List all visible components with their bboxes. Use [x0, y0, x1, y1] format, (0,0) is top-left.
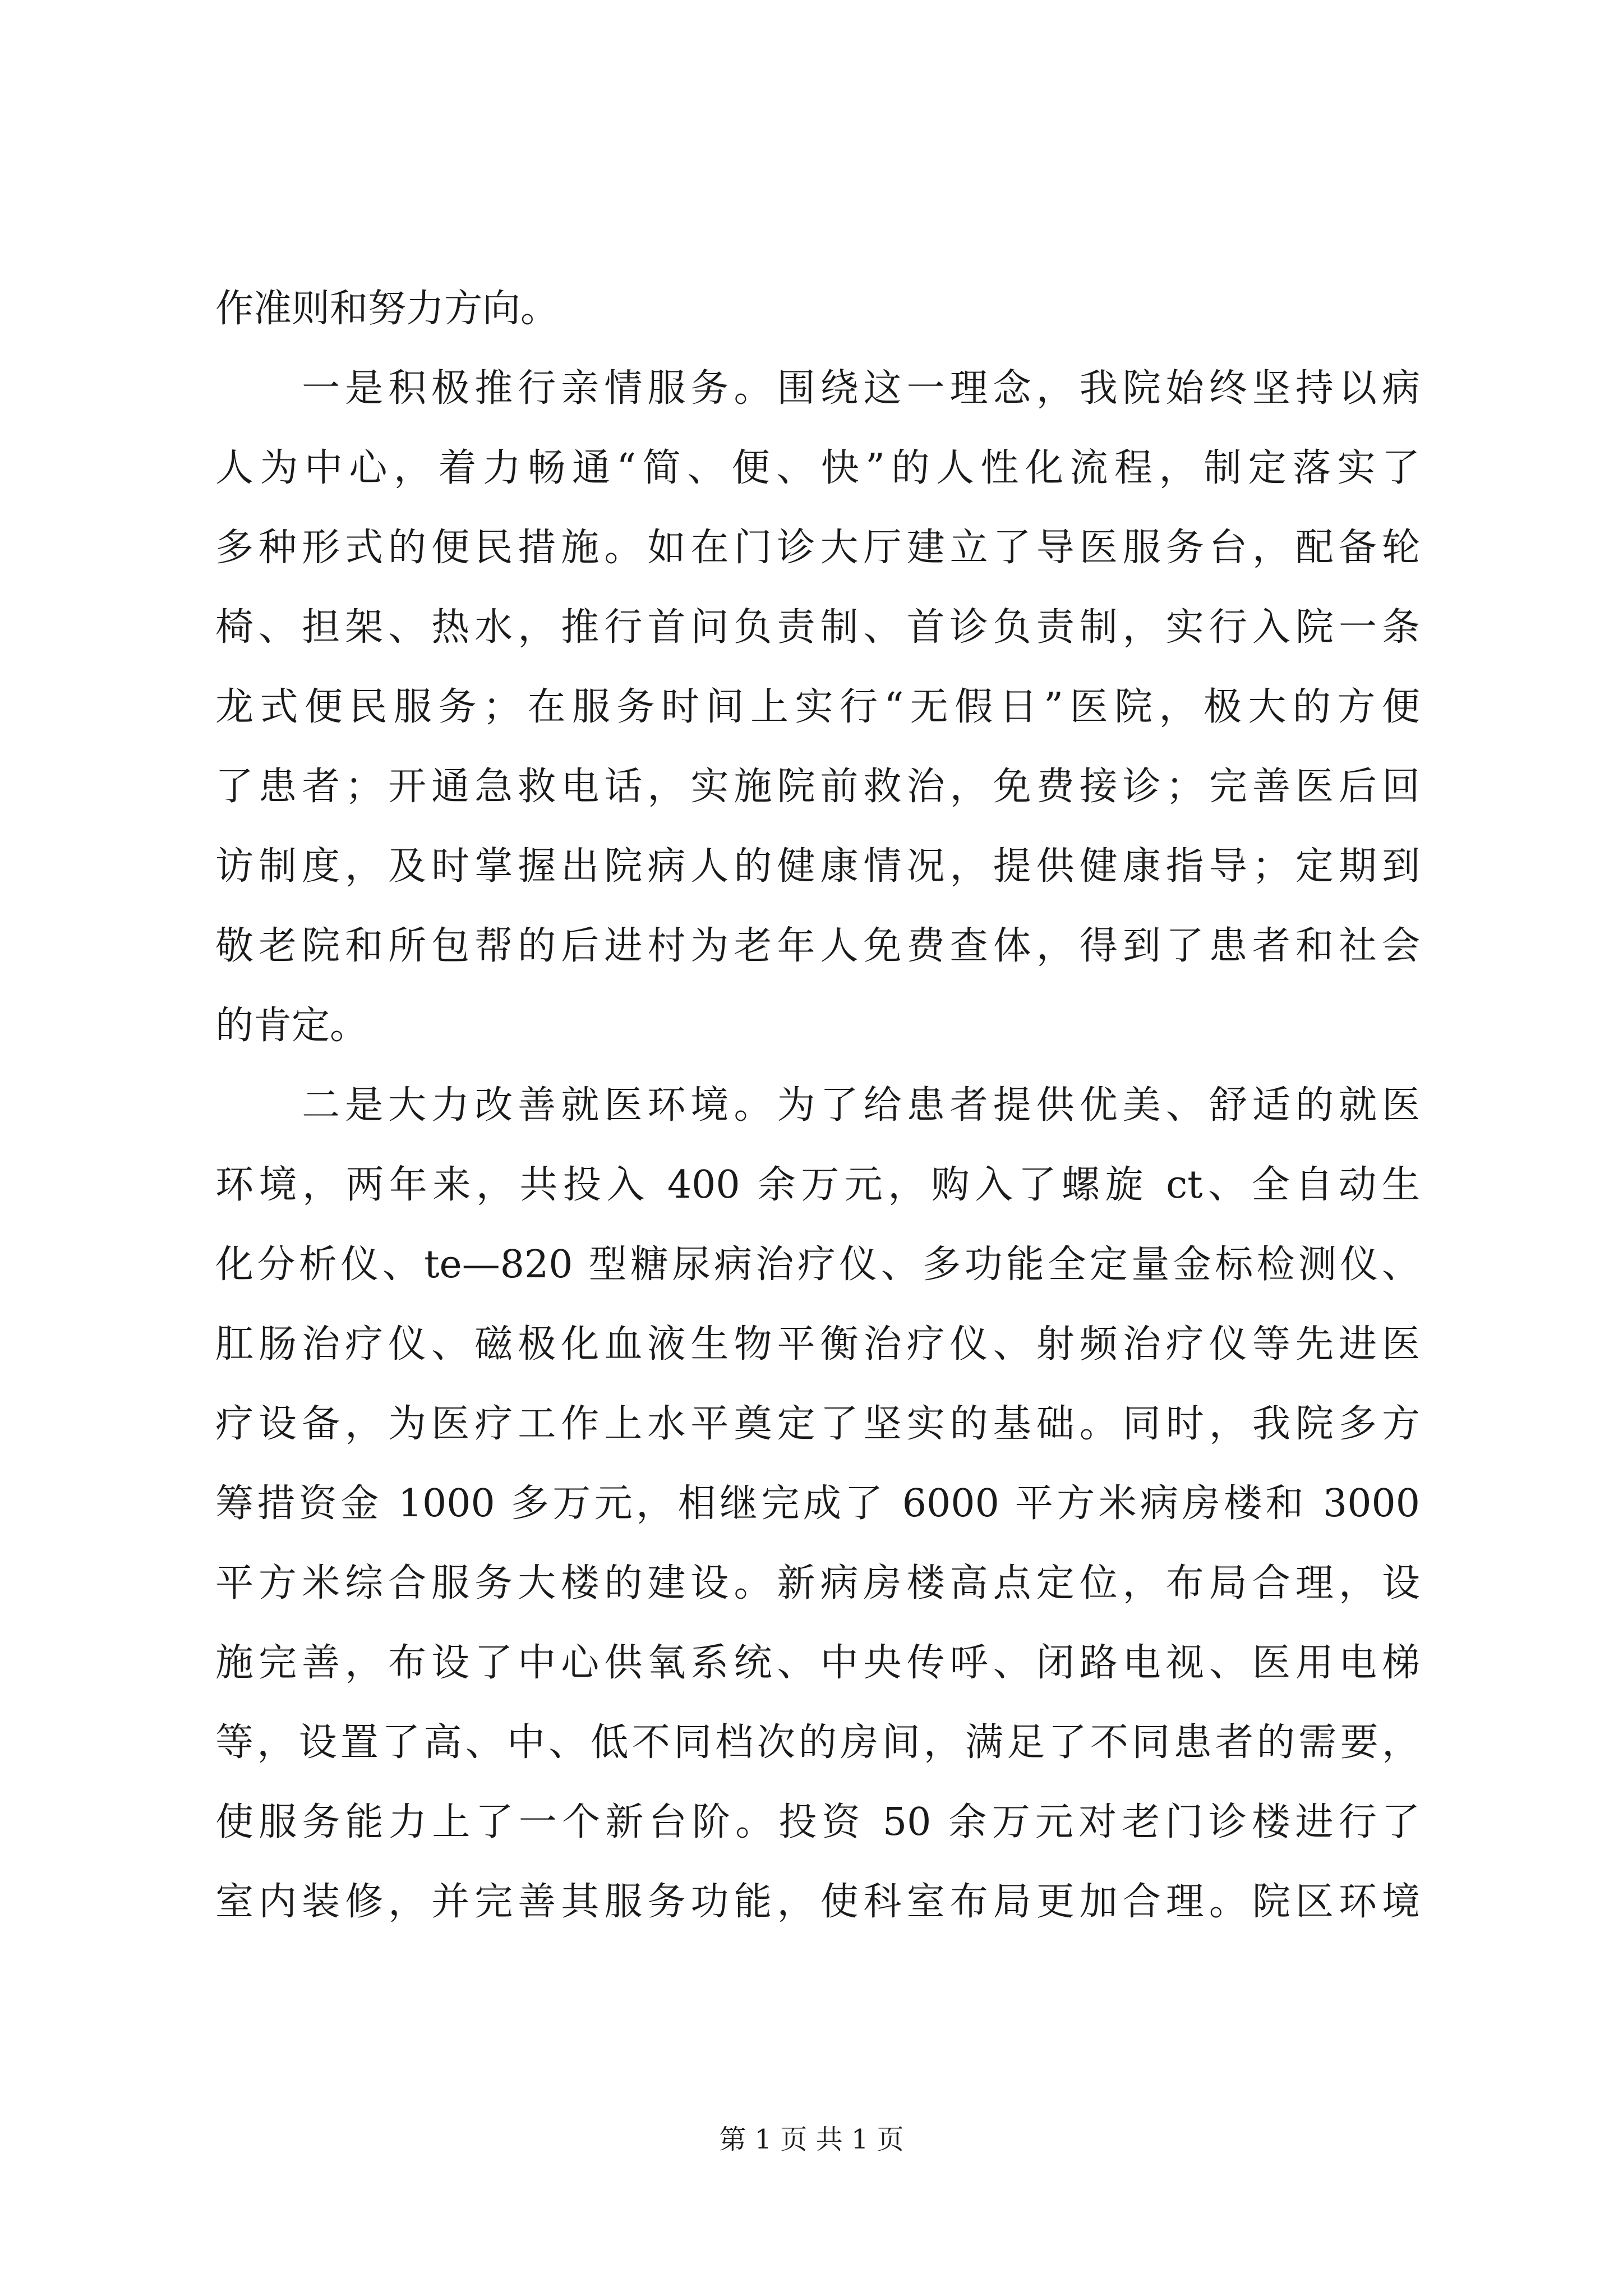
text-line: 访制度，及时掌握出院病人的健康情况，提供健康指导；定期到	[215, 844, 1420, 889]
text-line: 多种形式的便民措施。如在门诊大厅建立了导医服务台，配备轮	[215, 526, 1420, 570]
text-line: 施完善，布设了中心供氧系统、中央传呼、闭路电视、医用电梯	[215, 1641, 1420, 1685]
text-line: 环境，两年来，共投入 400 余万元，购入了螺旋 ct、全自动生	[215, 1163, 1420, 1207]
text-line: 的肯定。	[215, 1004, 368, 1048]
text-line: 人为中心，着力畅通“简、便、快”的人性化流程，制定落实了	[215, 446, 1420, 490]
text-line: 筹措资金 1000 多万元，相继完成了 6000 平方米病房楼和 3000	[215, 1481, 1420, 1526]
text-line: 疗设备，为医疗工作上水平奠定了坚实的基础。同时，我院多方	[215, 1402, 1420, 1446]
text-line: 肛肠治疗仪、磁极化血液生物平衡治疗仪、射频治疗仪等先进医	[215, 1322, 1420, 1366]
text-line: 一是积极推行亲情服务。围绕这一理念，我院始终坚持以病	[215, 366, 1420, 411]
text-line: 椅、担架、热水，推行首问负责制、首诊负责制，实行入院一条	[215, 605, 1420, 650]
text-line: 二是大力改善就医环境。为了给患者提供优美、舒适的就医	[215, 1083, 1420, 1128]
page-footer: 第 1 页 共 1 页	[719, 2124, 904, 2155]
text-line: 使服务能力上了一个新台阶。投资 50 余万元对老门诊楼进行了	[215, 1800, 1420, 1844]
text-line: 龙式便民服务；在服务时间上实行“无假日”医院，极大的方便	[215, 685, 1420, 729]
text-line: 了患者；开通急救电话，实施院前救治，免费接诊；完善医后回	[215, 765, 1420, 809]
text-line: 敬老院和所包帮的后进村为老年人免费查体，得到了患者和社会	[215, 924, 1420, 968]
document-body	[215, 269, 1420, 1942]
text-line: 作准则和努力方向。	[215, 287, 559, 331]
text-line: 等，设置了高、中、低不同档次的房间，满足了不同患者的需要，	[215, 1720, 1420, 1765]
text-line: 室内装修，并完善其服务功能，使科室布局更加合理。院区环境	[215, 1880, 1420, 1924]
text-line: 化分析仪、te—820 型糖尿病治疗仪、多功能全定量金标检测仪、	[215, 1243, 1420, 1287]
text-line: 平方米综合服务大楼的建设。新病房楼高点定位，布局合理，设	[215, 1561, 1420, 1605]
